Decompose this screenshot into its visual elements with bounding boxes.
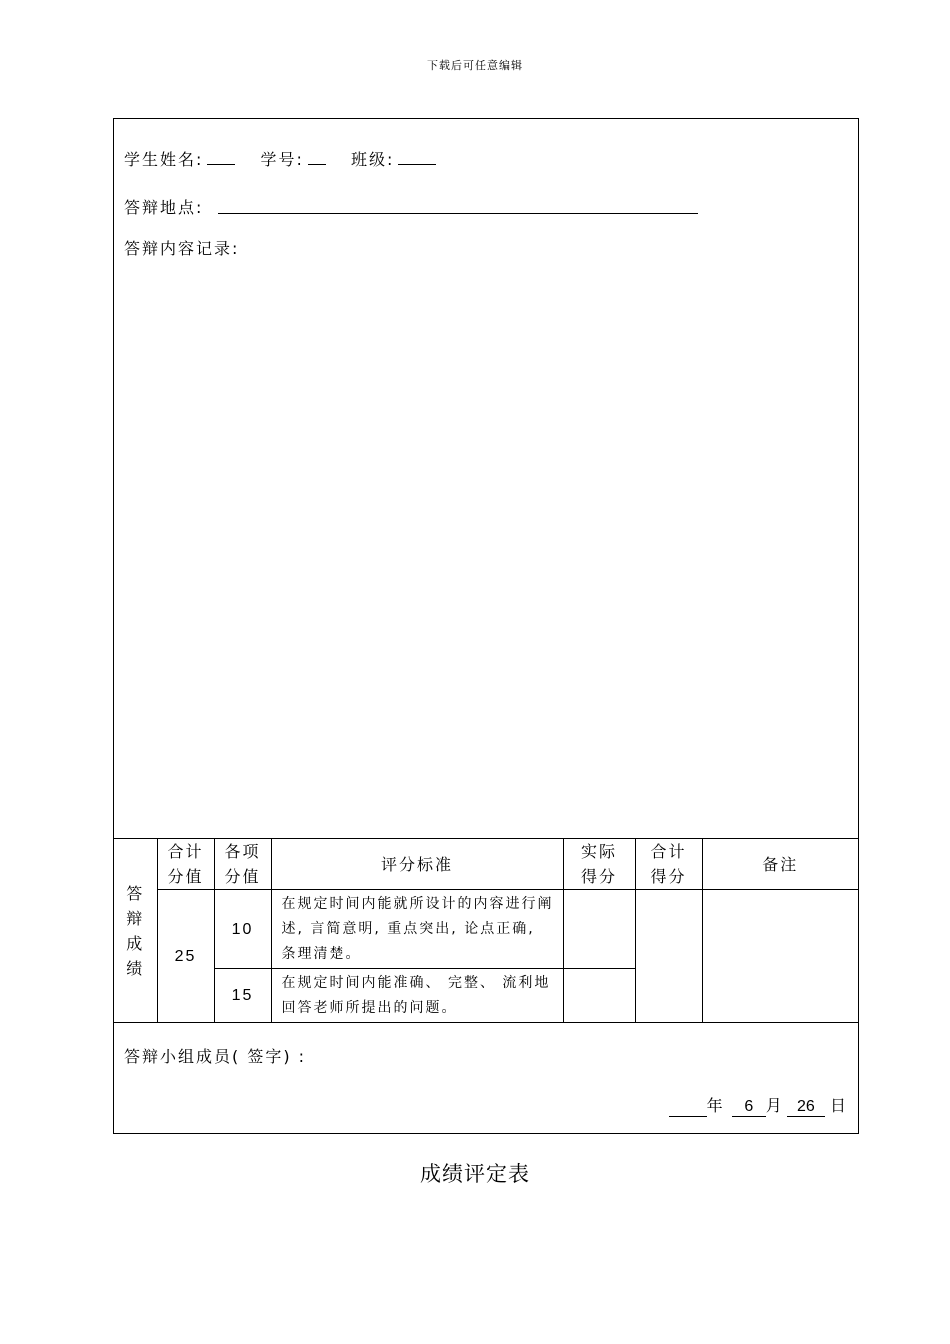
student-name-label: 学生姓名: xyxy=(124,150,204,169)
student-name-blank[interactable] xyxy=(207,149,235,165)
total-score-cell[interactable] xyxy=(635,890,702,1023)
year-label: 年 xyxy=(706,1096,723,1115)
header-item-value: 各项分值 xyxy=(214,839,271,890)
header-criteria: 评分标准 xyxy=(271,839,563,890)
content-label: 答辩内容记录: xyxy=(124,239,240,258)
section-label-cell xyxy=(114,839,157,1023)
month-label: 月 xyxy=(765,1096,782,1115)
student-id-label: 学号: xyxy=(260,150,304,169)
section-label: 答辩成绩 xyxy=(126,883,145,978)
student-info-line xyxy=(124,147,440,170)
month-value[interactable]: 6 xyxy=(732,1098,766,1117)
location-blank[interactable] xyxy=(218,213,698,214)
date-line xyxy=(669,1093,846,1117)
actual-score-cell[interactable] xyxy=(563,969,635,1023)
row-criteria: 在规定时间内能准确、 完整、 流利地回答老师所提出的问题。 xyxy=(271,969,563,1023)
student-id-blank[interactable] xyxy=(308,149,326,165)
header-total-score: 合计得分 xyxy=(635,839,702,890)
remarks-cell[interactable] xyxy=(702,890,858,1023)
header-total-value: 合计分值 xyxy=(157,839,214,890)
members-signature-label: 答辩小组成员( 签字) : xyxy=(124,1047,307,1066)
footer-title: 成绩评定表 xyxy=(420,1162,530,1186)
score-table xyxy=(114,838,858,1023)
defense-record-form xyxy=(113,118,859,1134)
header-remarks: 备注 xyxy=(702,839,858,890)
day-label: 日 xyxy=(829,1096,846,1115)
location-label: 答辩地点: xyxy=(124,198,204,217)
header-note: 下载后可任意编辑 xyxy=(427,59,523,72)
row-criteria: 在规定时间内能就所设计的内容进行阐述, 言简意明, 重点突出, 论点正确, 条理清楚。 xyxy=(271,890,563,969)
class-blank[interactable] xyxy=(398,149,436,165)
class-label: 班级: xyxy=(351,150,395,169)
row-points: 10 xyxy=(214,890,271,969)
header-actual-score: 实际得分 xyxy=(563,839,635,890)
actual-score-cell[interactable] xyxy=(563,890,635,969)
day-value[interactable]: 26 xyxy=(787,1098,825,1117)
row-points: 15 xyxy=(214,969,271,1023)
year-blank[interactable] xyxy=(669,1098,707,1117)
total-value-cell: 25 xyxy=(157,890,214,1023)
